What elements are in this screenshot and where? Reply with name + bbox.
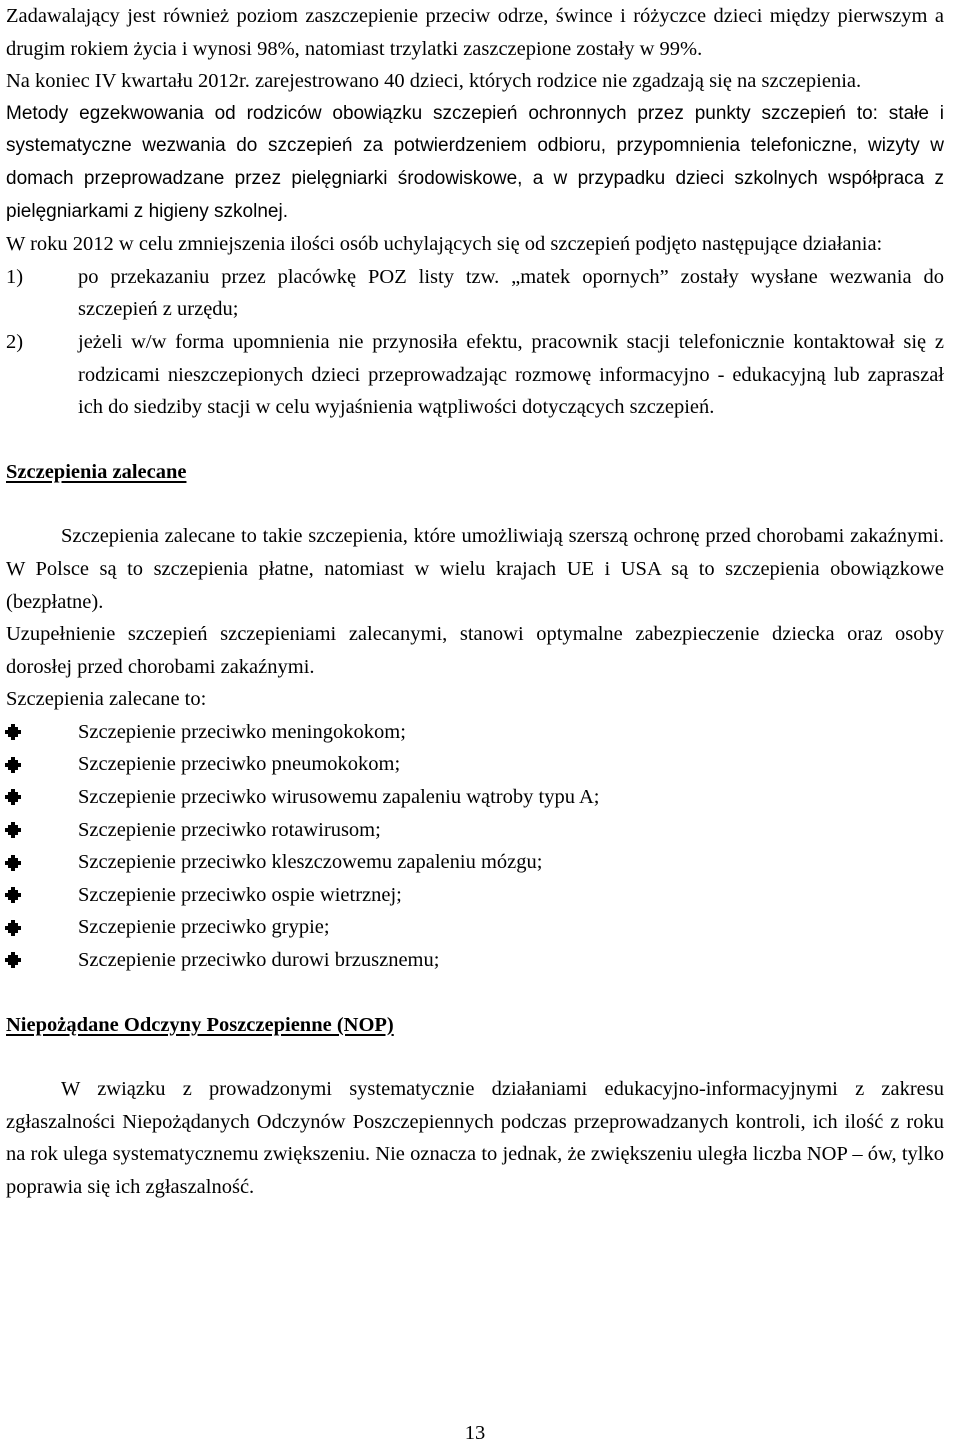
paragraph-enforcement-methods: Metody egzekwowania od rodziców obowiązku szczepień ochronnych przez punkty szczepień to: stałe i systematyczne wezwania do szczepień za potwierdzeniem odbioru, przypomnienia telefoniczne, wizyty w domach przeprowadzane przez pielęgniarki środowiskowe, a w przypadku dzieci szkolnych współpraca z pielęgniarkami z higieny szkolnej. [6, 102, 944, 222]
list-item [6, 944, 944, 977]
section-heading-nop: Niepożądane Odczyny Poszczepienne (NOP) [6, 1013, 394, 1036]
page-number: 13 [464, 1422, 486, 1444]
actions-list [6, 261, 944, 424]
square-bullet-icon [6, 727, 78, 737]
list-item [6, 911, 944, 944]
paragraph-refusals: Na koniec IV kwartału 2012r. zarejestrowano 40 dzieci, których rodzice nie zgadzają się na szczepienia. [6, 70, 862, 93]
recommended-vaccines-list [6, 716, 944, 977]
list-item [6, 326, 944, 424]
list-item [6, 781, 944, 814]
paragraph-recommended-benefit: Uzupełnienie szczepień szczepieniami zalecanymi, stanowi optymalne zabezpieczenie dziecka oraz osoby dorosłej przed chorobami zakaźnymi. [6, 623, 944, 678]
document-page [6, 0, 944, 1204]
list-item [6, 748, 944, 781]
list-item [6, 846, 944, 879]
list-item-number: 1) [6, 265, 24, 288]
square-bullet-icon [6, 890, 78, 900]
list-item-text: Szczepienie przeciwko durowi brzusznemu; [78, 949, 440, 972]
list-item-text: po przekazaniu przez placówkę POZ listy tzw. „matek opornych” zostały wysłane wezwania do szczepień z urzędu; [78, 265, 944, 321]
paragraph-nop: W związku z prowadzonymi systematycznie działaniami edukacyjno-informacyjnymi z zakresu zgłaszalności Niepożądanych Odczynów Poszczepiennych podczas przeprowadzanych kontroli, ich ilość z roku na rok ulega systematycznemu zwiększeniu. Nie oznacza to jednak, że zwiększeniu uległa liczba NOP – ów, tylko poprawia się ich zgłaszalność. [6, 1078, 944, 1198]
section-heading-recommended: Szczepienia zalecane [6, 460, 187, 483]
square-bullet-icon [6, 858, 78, 868]
list-item-text: Szczepienie przeciwko rotawirusom; [78, 818, 381, 841]
list-item-text: jeżeli w/w forma upomnienia nie przynosiła efektu, pracownik stacji telefonicznie kontaktował się z rodzicami nieszczepionych dzieci przeprowadzając rozmowę informacyjno - edukacyjną lub zapraszał ich do siedziby stacji w celu wyjaśnienia wątpliwości dotyczących szczepień. [78, 330, 944, 419]
list-item-text: Szczepienie przeciwko meningokokom; [78, 720, 406, 743]
paragraph-recommended-definition: Szczepienia zalecane to takie szczepienia, które umożliwiają szerszą ochronę przed chorobami zakaźnymi. W Polsce są to szczepienia płatne, natomiast w wielu krajach UE i USA są to szczepienia obowiązkowe (bezpłatne). [6, 525, 944, 613]
list-item [6, 814, 944, 847]
square-bullet-icon [6, 792, 78, 802]
square-bullet-icon [6, 825, 78, 835]
list-item [6, 879, 944, 912]
square-bullet-icon [6, 955, 78, 965]
list-item-text: Szczepienie przeciwko grypie; [78, 916, 330, 939]
square-bullet-icon [6, 760, 78, 770]
list-item-text: Szczepienie przeciwko kleszczowemu zapaleniu mózgu; [78, 851, 543, 874]
list-item-text: Szczepienie przeciwko ospie wietrznej; [78, 883, 402, 906]
list-item-text: Szczepienie przeciwko wirusowemu zapaleniu wątroby typu A; [78, 786, 600, 809]
list-item [6, 716, 944, 749]
square-bullet-icon [6, 923, 78, 933]
paragraph-recommended-list-intro: Szczepienia zalecane to: [6, 688, 207, 711]
list-item [6, 261, 944, 326]
list-item-number: 2) [6, 330, 24, 353]
paragraph-mmr-coverage: Zadawalający jest również poziom zaszczepienie przeciw odrze, śwince i różyczce dzieci między pierwszym a drugim rokiem życia i wynosi 98%, natomiast trzylatki zaszczepione zostały w 99%. [6, 5, 944, 60]
paragraph-actions-intro: W roku 2012 w celu zmniejszenia ilości osób uchylających się od szczepień podjęto następujące działania: [6, 233, 883, 256]
list-item-text: Szczepienie przeciwko pneumokokom; [78, 753, 401, 776]
